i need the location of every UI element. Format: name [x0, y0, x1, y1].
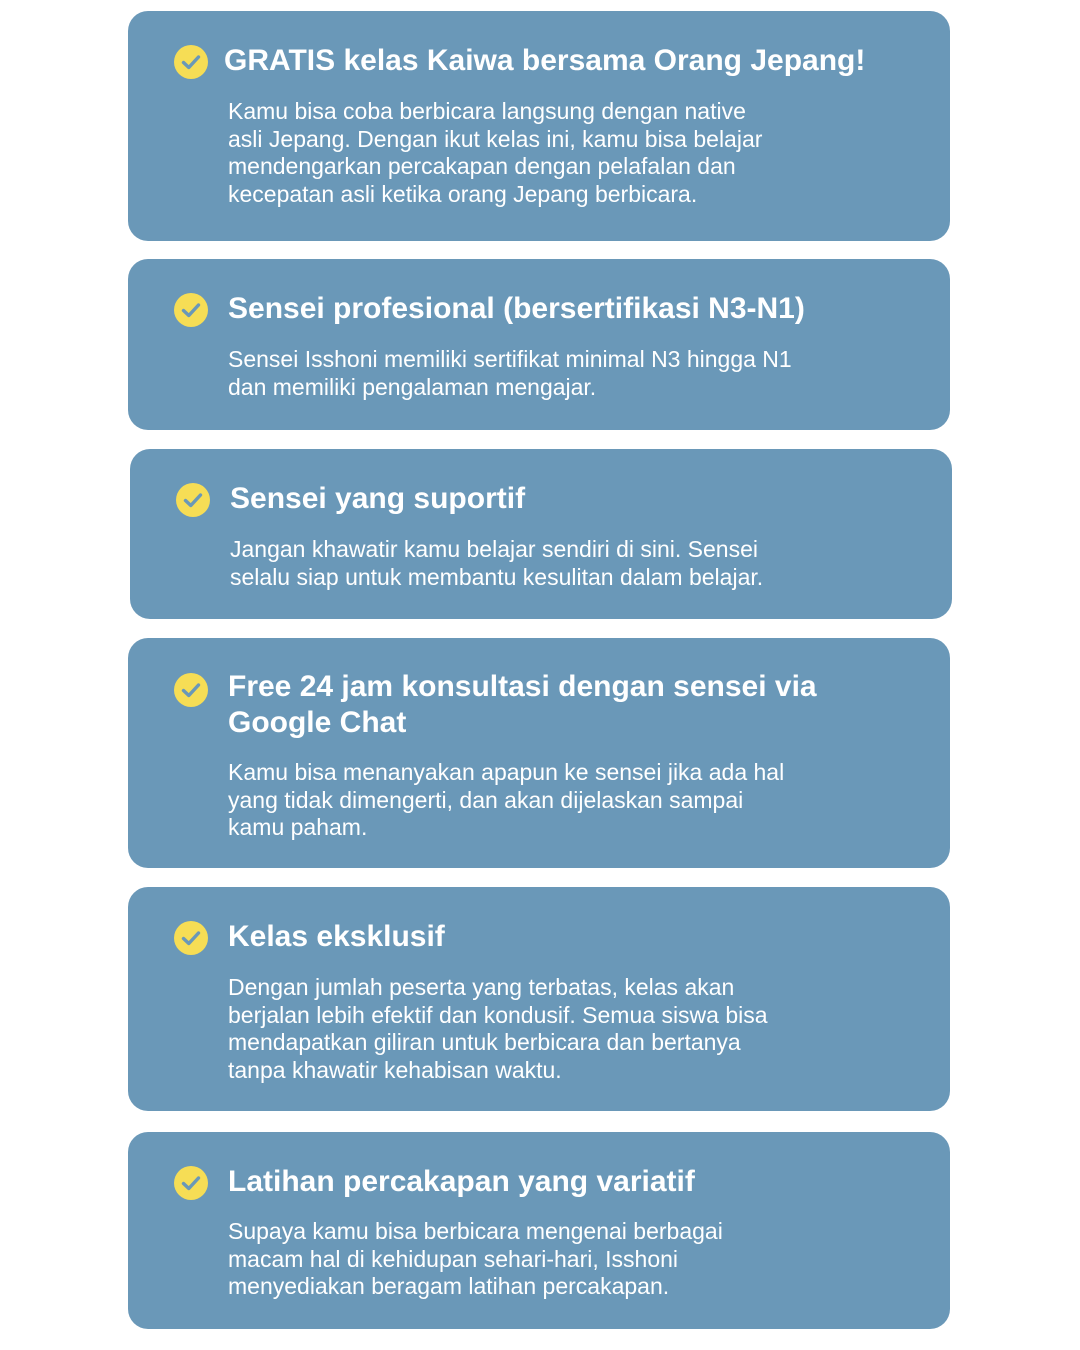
- feature-card-free-kaiwa: [128, 11, 950, 241]
- feature-description: Supaya kamu bisa berbicara mengenai berbagai macam hal di kehidupan sehari-hari, Isshoni menyediakan beragam latihan percakapan.: [228, 1218, 723, 1299]
- feature-description: Jangan khawatir kamu belajar sendiri di sini. Sensei selalu siap untuk membantu kesulitan dalam belajar.: [230, 536, 764, 590]
- check-circle-icon: [174, 673, 208, 707]
- feature-description: Kamu bisa coba berbicara langsung dengan native asli Jepang. Dengan ikut kelas ini, kamu bisa belajar mendengarkan percakapan dengan pelafalan dan kecepatan asli ketika orang Jepang berbicara.: [228, 98, 763, 207]
- feature-card-professional-sensei: [128, 259, 950, 430]
- feature-title: Free 24 jam konsultasi dengan sensei via Google Chat: [228, 670, 817, 739]
- feature-title: GRATIS kelas Kaiwa bersama Orang Jepang!: [224, 44, 866, 77]
- feature-title: Sensei profesional (bersertifikasi N3-N1): [228, 292, 805, 325]
- feature-title: Sensei yang suportif: [230, 482, 526, 515]
- feature-card-free-consultation: [128, 638, 950, 868]
- check-circle-icon: [174, 1166, 208, 1200]
- feature-card-supportive-sensei: [130, 449, 952, 619]
- feature-title: Kelas eksklusif: [228, 920, 445, 953]
- feature-title: Latihan percakapan yang variatif: [228, 1165, 695, 1198]
- check-circle-icon: [174, 921, 208, 955]
- feature-description: Kamu bisa menanyakan apapun ke sensei jika ada hal yang tidak dimengerti, dan akan dijelaskan sampai kamu paham.: [228, 759, 785, 840]
- feature-card-exclusive-class: [128, 887, 950, 1111]
- check-circle-icon: [174, 45, 208, 79]
- check-circle-icon: [176, 483, 210, 517]
- check-circle-icon: [174, 293, 208, 327]
- feature-description: Sensei Isshoni memiliki sertifikat minimal N3 hingga N1 dan memiliki pengalaman mengajar.: [228, 346, 792, 400]
- feature-card-varied-practice: [128, 1132, 950, 1329]
- feature-description: Dengan jumlah peserta yang terbatas, kelas akan berjalan lebih efektif dan kondusif. Semua siswa bisa mendapatkan giliran untuk berbicara dan bertanya tanpa khawatir kehabisan waktu.: [228, 974, 768, 1083]
